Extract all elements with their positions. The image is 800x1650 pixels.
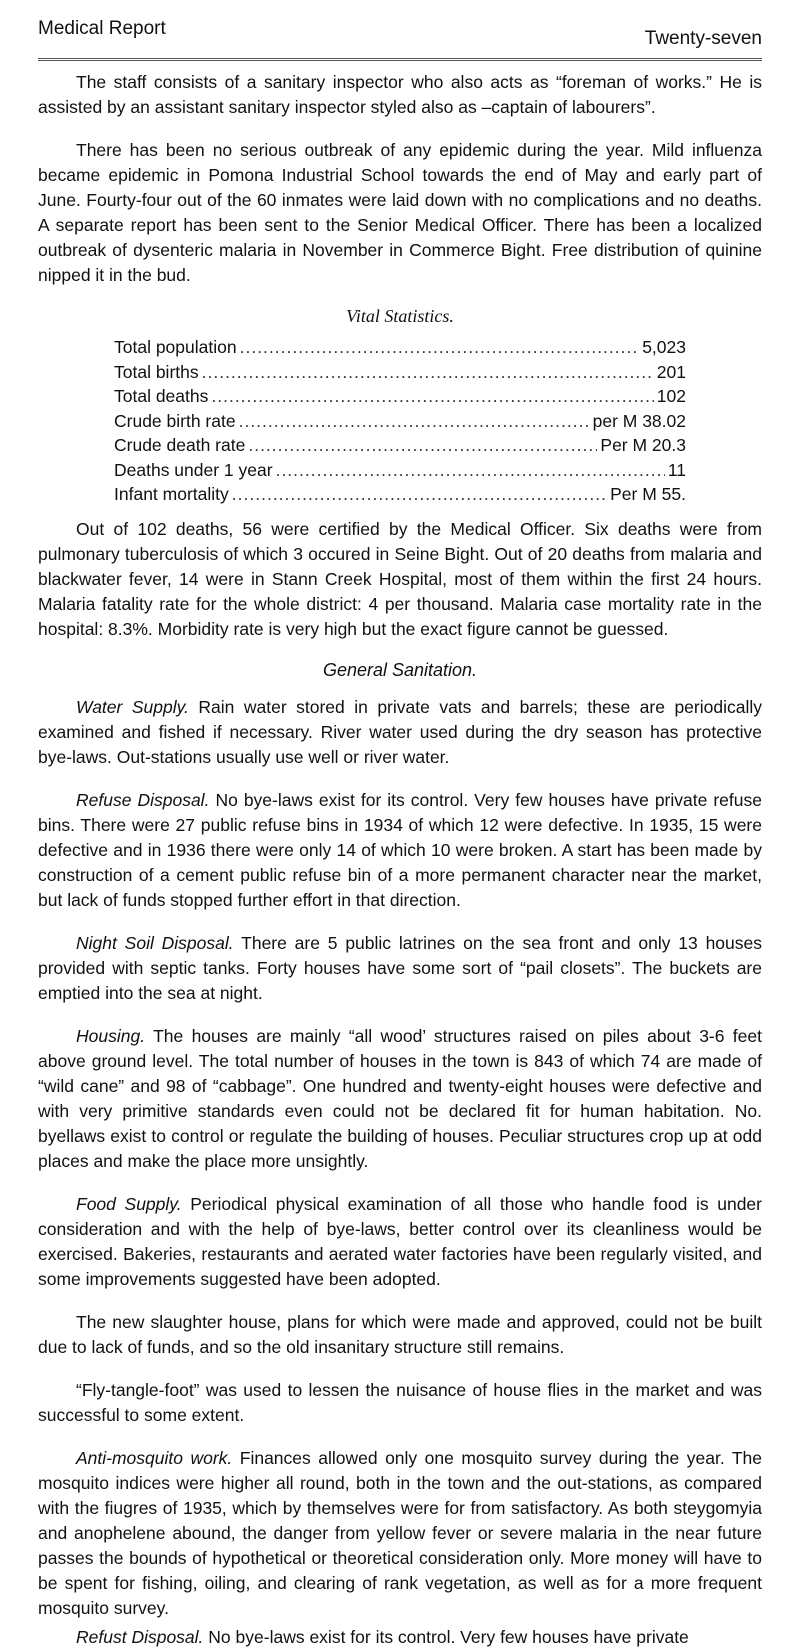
paragraph-staff: The staff consists of a sanitary inspector who also acts as “foreman of works.” He is assisted by an assistant sanitary inspector styled also as –captain of labourers”. bbox=[38, 72, 762, 117]
stat-row bbox=[114, 482, 686, 507]
stat-label: Crude birth rate bbox=[114, 410, 236, 431]
dot-leader bbox=[240, 335, 640, 360]
general-sanitation-title: General Sanitation. bbox=[322, 659, 478, 680]
section-refuse-disposal bbox=[38, 788, 762, 913]
section-text: There are 5 public latrines on the sea front and only 13 houses provided with septic tanks. Forty houses have some sort of “pail closets”. The buckets are emptied into the sea at night. bbox=[38, 932, 762, 1003]
dot-leader bbox=[239, 409, 590, 434]
page-number: Twenty-seven bbox=[644, 28, 762, 49]
stat-value: Per M 20.3 bbox=[600, 435, 686, 455]
section-text: Periodical physical examination of all those who handle food is under consideration and with the help of bye-laws, better control over its cleanliness would be exercised. Bakeries, restaurants and aerated water factories have been regularly visited, and some improvements suggested have been adopted. bbox=[38, 1193, 762, 1289]
section-anti-mosquito bbox=[38, 1446, 762, 1621]
header-title: Medical Report bbox=[38, 18, 166, 39]
section-heading: Refust Disposal. bbox=[76, 1626, 204, 1647]
dot-leader bbox=[202, 360, 654, 385]
section-refust-disposal bbox=[38, 1625, 762, 1650]
section-heading: Water Supply. bbox=[76, 696, 189, 717]
dot-leader bbox=[276, 458, 665, 483]
stat-row bbox=[114, 360, 686, 385]
stat-row bbox=[114, 409, 686, 434]
stat-value: Per M 55. bbox=[610, 484, 686, 504]
stat-row bbox=[114, 433, 686, 458]
stat-value: 201 bbox=[656, 361, 686, 382]
stat-row bbox=[114, 458, 686, 483]
section-housing bbox=[38, 1024, 762, 1174]
vital-statistics-list bbox=[38, 335, 762, 507]
stat-value: per M 38.02 bbox=[592, 410, 686, 431]
dot-leader bbox=[211, 384, 653, 409]
section-heading: Anti-mosquito work. bbox=[76, 1447, 233, 1468]
header-rule bbox=[38, 58, 762, 61]
stat-label: Total population bbox=[114, 337, 237, 357]
stat-label: Total deaths bbox=[114, 386, 209, 406]
stat-value: 11 bbox=[667, 459, 686, 480]
stat-value: 5,023 bbox=[642, 337, 686, 357]
paragraph-slaughter-house: The new slaughter house, plans for which were made and approved, could not be built due to lack of funds, and so the old insanitary structure still remains. bbox=[38, 1311, 762, 1357]
stat-value: 102 bbox=[656, 386, 686, 406]
section-heading: Refuse Disposal. bbox=[76, 789, 210, 810]
section-text: Finances allowed only one mosquito survey during the year. The mosquito indices were higher all round, both in the town and the out-stations, as compared with the fiugres of 1935, which by themselves were for from satisfactory. As both steygomyia and anophelene abound, the danger from yellow fever or severe malaria in the near future passes the bounds of hypothetical or theoretical consideration only. More money will have to be spent for fishing, oiling, and clearing of rank vegetation, as well as for a more frequent mosquito survey. bbox=[38, 1447, 762, 1618]
paragraph-deaths: Out of 102 deaths, 56 were certified by the Medical Officer. Six deaths were from pulmonary tuberculosis of which 3 occured in Seine Bight. Out of 20 deaths from malaria and blackwater fever, 14 were in Stann Creek Hospital, most of them within the first 24 hours. Malaria fatality rate for the whole district: 4 per thousand. Malaria case mortality rate in the hospital: 8.3%. Morbidity rate is very high but the exact figure cannot be guessed. bbox=[38, 518, 762, 639]
dot-leader bbox=[248, 433, 597, 458]
stat-label: Crude death rate bbox=[114, 435, 246, 455]
stat-label: Infant mortality bbox=[114, 484, 229, 504]
section-heading: Housing. bbox=[76, 1025, 146, 1046]
paragraph-epidemics: There has been no serious outbreak of any epidemic during the year. Mild influenza became epidemic in Pomona Industrial School towards the end of May and early part of June. Fourty-four out of the 60 inmates were laid down with no complications and no deaths. A separate report has been sent to the Senior Medical Officer. There has been a localized outbreak of dysenteric malaria in November in Commerce Bight. Free distribution of quinine nipped it in the bud. bbox=[38, 140, 762, 285]
stat-row bbox=[114, 335, 686, 360]
section-night-soil bbox=[38, 931, 762, 1006]
section-text: No bye-laws exist for its control. Very few houses have private refuse bins. There were 27 public refuse bins in 1934 of which 12 were defective. In 1935, 15 were defective and in 1936 there were only 14 of which 10 were broken. A start has been made by construction of a cement public refuse bin of a more permanent character near the market, but lack of funds stopped further effort in that direction. bbox=[38, 789, 762, 910]
stat-label: Total births bbox=[114, 361, 199, 382]
dot-leader bbox=[232, 482, 607, 507]
section-text: No bye-laws exist for its control. Very few houses have private bbox=[208, 1626, 689, 1647]
page-header bbox=[38, 18, 762, 70]
stat-label: Deaths under 1 year bbox=[114, 459, 273, 480]
vital-statistics-title: Vital Statistics. bbox=[346, 306, 454, 326]
section-water-supply bbox=[38, 695, 762, 770]
paragraph-fly-tangle: “Fly-tangle-foot” was used to lessen the nuisance of house flies in the market and was successful to some extent. bbox=[38, 1379, 762, 1425]
stat-row bbox=[114, 384, 686, 409]
section-heading: Night Soil Disposal. bbox=[76, 932, 234, 953]
section-text: The houses are mainly “all wood’ structures raised on piles about 3-6 feet above ground level. The total number of houses in the town is 843 of which 74 are made of “wild cane” and 98 of “cabbage”. One hundred and twenty-eight houses were defective and with very primitive standards even could not be declared fit for human habitation. No. byellaws exist to control or regulate the building of houses. Peculiar structures crop up at odd places and make the place more unsightly. bbox=[38, 1025, 763, 1171]
section-text: Rain water stored in private vats and barrels; these are periodically examined and fished if necessary. River water used during the dry season has protective bye-laws. Out-stations usually use well or river water. bbox=[38, 696, 762, 767]
section-food-supply bbox=[38, 1192, 762, 1292]
section-heading: Food Supply. bbox=[76, 1193, 182, 1214]
